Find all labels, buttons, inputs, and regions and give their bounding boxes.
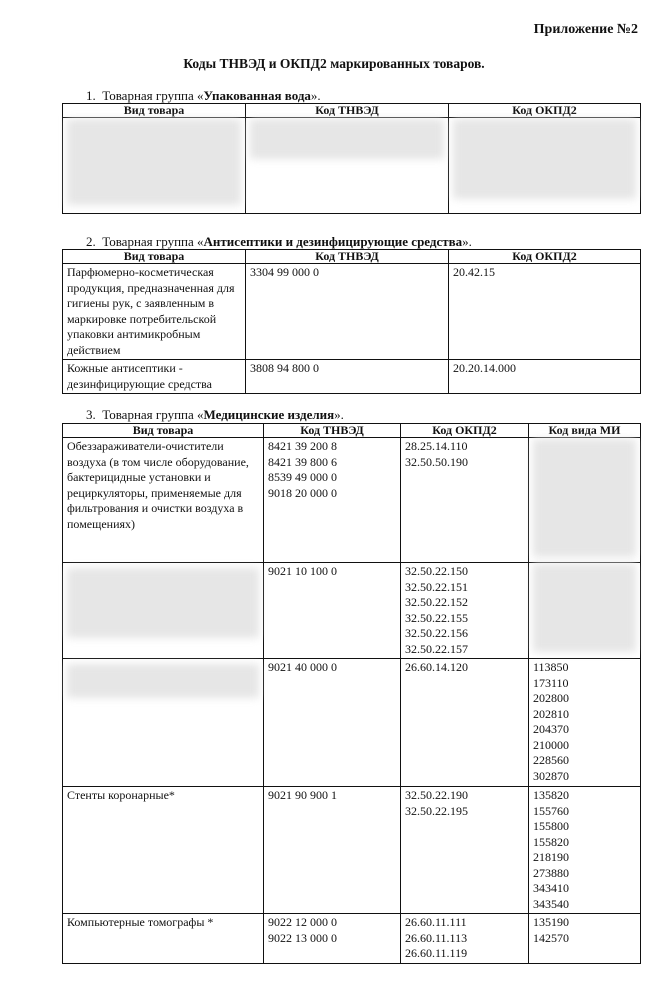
redacted-cell <box>246 118 449 214</box>
col-header-type: Вид товара <box>63 250 246 264</box>
code-line: 113850 <box>533 660 569 674</box>
code-line: 218190 <box>533 850 569 864</box>
product-type: Кожные антисептики - дезинфицирующие средства <box>63 360 246 394</box>
code-line: 9018 20 000 0 <box>268 485 337 500</box>
okpd-codes <box>401 563 529 659</box>
okpd-code: 20.42.15 <box>449 264 641 360</box>
col-header-tnved: Код ТНВЭД <box>264 424 401 438</box>
code-line: 32.50.22.156 <box>405 626 468 640</box>
appendix-label: Приложение №2 <box>533 22 638 37</box>
col-header-okpd: Код ОКПД2 <box>401 424 529 438</box>
code-line: 28.25.14.110 <box>405 439 468 453</box>
code-line: 8539 49 000 0 <box>268 470 337 484</box>
code-line: 204370 <box>533 722 569 736</box>
okpd-codes <box>401 787 529 914</box>
mi-codes <box>529 787 641 914</box>
tnved-codes <box>264 563 401 659</box>
mi-codes <box>529 659 641 787</box>
table-row <box>63 914 641 964</box>
code-line: 135190 <box>533 915 569 929</box>
table-row <box>63 264 641 360</box>
redacted-cell <box>529 438 641 563</box>
table-row <box>63 438 641 563</box>
section-2-heading: 2. Товарная группа «Антисептики и дезинфицирующие средства». <box>86 234 472 249</box>
water-table <box>62 103 641 214</box>
redacted-cell <box>63 563 264 659</box>
col-header-type: Вид товара <box>63 104 246 118</box>
code-line: 26.60.14.120 <box>405 660 468 674</box>
code-line: 142570 <box>533 930 569 945</box>
tnved-codes <box>264 659 401 787</box>
table-row <box>63 659 641 787</box>
code-line: 228560 <box>533 753 569 767</box>
code-line: 9021 10 100 0 <box>268 564 337 578</box>
table-row <box>63 787 641 914</box>
code-line: 9022 13 000 0 <box>268 930 337 945</box>
code-line: 32.50.22.155 <box>405 610 468 625</box>
tnved-codes <box>264 438 401 563</box>
code-line: 32.50.22.151 <box>405 579 468 594</box>
redacted-cell <box>529 563 641 659</box>
code-line: 32.50.22.157 <box>405 641 468 656</box>
redacted-cell <box>449 118 641 214</box>
section-3-heading: 3. Товарная группа «Медицинские изделия». <box>86 407 344 422</box>
col-header-okpd: Код ОКПД2 <box>449 104 641 118</box>
code-line: 273880 <box>533 865 569 880</box>
code-line: 155760 <box>533 803 569 818</box>
code-line: 8421 39 200 8 <box>268 439 337 453</box>
redacted-cell <box>63 659 264 787</box>
product-type: Обеззараживатели-очистители воздуха (в том числе оборудование, бактерицидные установки и рециркуляторы, применяемые для фильтрования и очистки воздуха в помещениях) <box>63 438 264 563</box>
tnved-codes <box>264 787 401 914</box>
antiseptic-table <box>62 249 641 394</box>
code-line: 26.60.11.113 <box>405 930 468 945</box>
code-line: 155820 <box>533 834 569 849</box>
code-line: 135820 <box>533 788 569 802</box>
col-header-okpd: Код ОКПД2 <box>449 250 641 264</box>
table-row <box>63 563 641 659</box>
product-type: Стенты коронарные* <box>63 787 264 914</box>
code-line: 9021 40 000 0 <box>268 660 337 674</box>
code-line: 32.50.22.195 <box>405 803 468 818</box>
col-header-tnved: Код ТНВЭД <box>246 250 449 264</box>
code-line: 343410 <box>533 881 569 895</box>
code-line: 210000 <box>533 737 569 752</box>
code-line: 9022 12 000 0 <box>268 915 337 929</box>
col-header-type: Вид товара <box>63 424 264 438</box>
okpd-codes <box>401 659 529 787</box>
code-line: 32.50.50.190 <box>405 454 468 469</box>
document-title: Коды ТНВЭД и ОКПД2 маркированных товаров. <box>183 56 485 71</box>
code-line: 202800 <box>533 691 569 705</box>
tnved-code: 3304 99 000 0 <box>246 264 449 360</box>
medical-table <box>62 423 641 964</box>
code-line: 343540 <box>533 896 569 911</box>
col-header-mi: Код вида МИ <box>529 424 641 438</box>
col-header-tnved: Код ТНВЭД <box>246 104 449 118</box>
code-line: 32.50.22.152 <box>405 595 468 609</box>
code-line: 32.50.22.190 <box>405 788 468 802</box>
redacted-cell <box>63 118 246 214</box>
product-type: Парфюмерно-косметическая продукция, предназначенная для гигиены рук, с заявленным в маркировке потребительской упаковки антимикробным действием <box>63 264 246 360</box>
code-line: 26.60.11.111 <box>405 915 467 929</box>
code-line: 26.60.11.119 <box>405 946 468 960</box>
table-row <box>63 360 641 394</box>
code-line: 155800 <box>533 819 569 833</box>
okpd-code: 20.20.14.000 <box>449 360 641 394</box>
code-line: 8421 39 800 6 <box>268 454 337 469</box>
okpd-codes <box>401 914 529 964</box>
okpd-codes <box>401 438 529 563</box>
code-line: 32.50.22.150 <box>405 564 468 578</box>
product-type: Компьютерные томографы * <box>63 914 264 964</box>
code-line: 173110 <box>533 675 569 690</box>
code-line: 9021 90 900 1 <box>268 788 337 802</box>
section-1-heading: 1. Товарная группа «Упакованная вода». <box>86 88 321 103</box>
mi-codes <box>529 914 641 964</box>
tnved-codes <box>264 914 401 964</box>
code-line: 302870 <box>533 768 569 783</box>
code-line: 202810 <box>533 706 569 721</box>
tnved-code: 3808 94 800 0 <box>246 360 449 394</box>
